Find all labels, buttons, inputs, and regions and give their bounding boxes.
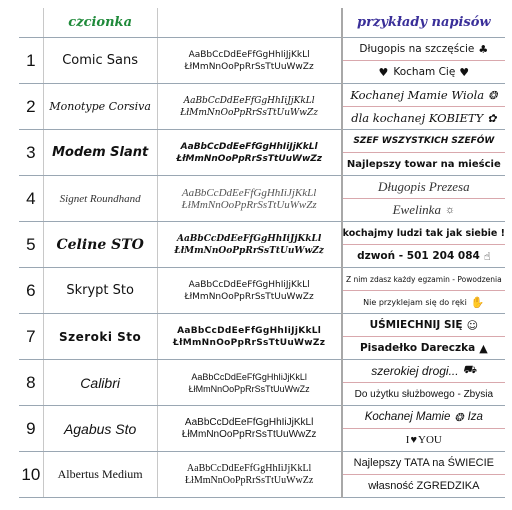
example-line-1 [343, 38, 505, 61]
font-sample [157, 314, 342, 360]
font-sample [157, 360, 342, 406]
font-sample-line-1: AaBbCcDdEeFfGgHhIiJjKkLl [176, 233, 322, 244]
example-line-1 [343, 222, 505, 245]
example-cell [342, 130, 505, 176]
font-sample-line-2: ŁłMmNnOoPpRrSsTtUuWwZz [174, 245, 324, 256]
example-text: I [405, 434, 410, 446]
hearts-icon: ♥ [459, 65, 470, 79]
example-text: Ewelinka [392, 202, 441, 217]
example-text: SZEF WSZYSTKICH SZEFÓW [353, 136, 495, 146]
row-number: 9 [19, 406, 43, 452]
font-sample-line-1: AaBbCcDdEeFfGgHhIiJjKkLl [180, 141, 318, 152]
example-text: Długopis Prezesa [378, 179, 470, 194]
example-line-1 [343, 406, 505, 429]
table-row [19, 222, 505, 268]
example-text: własność ZGREDZIKA [368, 480, 480, 492]
font-sample [157, 452, 342, 498]
font-sample-line-2: ŁłMmNnOoPpRrSsTtUuWwZz [184, 291, 314, 302]
row-number: 7 [19, 314, 43, 360]
example-line-2 [343, 475, 505, 497]
row-number: 8 [19, 360, 43, 406]
font-sample [157, 268, 342, 314]
example-line-1 [343, 314, 505, 337]
header-font-column: czcionka [43, 8, 157, 38]
example-text: UŚMIECHNIJ SIĘ [369, 319, 463, 331]
example-text: Kochanej Mamie Wiola [350, 88, 485, 102]
hand-icon: ✋ [470, 295, 485, 309]
pointing-hand-icon: ☝ [483, 249, 491, 263]
font-table [19, 8, 505, 498]
font-sample [157, 222, 342, 268]
example-cell [342, 268, 505, 314]
font-name: Modem Slant [43, 130, 157, 176]
font-sample-line-2: ŁłMmNnOoPpRrSsTtUuWwZz [188, 383, 310, 394]
example-text: dla kochanej KOBIETY [351, 111, 484, 125]
row-number: 1 [19, 38, 43, 84]
font-name: Agabus Sto [43, 406, 157, 452]
heart-icon: ♥ [410, 434, 417, 446]
example-line-2 [343, 199, 505, 221]
font-sample-line-1: AaBbCcDdEeFfGgHhIiJjKkLl [188, 279, 310, 290]
stamp-icon: ▲ [479, 341, 488, 355]
table-row [19, 176, 505, 222]
sun-icon: ☼ [444, 204, 456, 216]
example-line-2 [343, 107, 505, 129]
font-sample-line-1: AaBbCcDdEeFfGgHhIiJjKkLl [183, 95, 315, 106]
example-line-1 [343, 452, 505, 475]
font-sample-line-2: ŁłMmNnOoPpRrSsTtUuWwZz [176, 153, 323, 164]
font-sample [157, 84, 342, 130]
example-cell [342, 406, 505, 452]
example-text: Do użytku służbowego - Zbysia [354, 388, 494, 400]
example-text: kochajmy ludzi tak jak siebie ! [342, 227, 505, 239]
example-text: dzwoń - 501 204 084 [357, 250, 480, 262]
font-sample-line-2: ŁłMmNnOoPpRrSsTtUuWwZz [184, 474, 314, 486]
example-text-name: Iza [467, 411, 483, 423]
row-number: 5 [19, 222, 43, 268]
font-sample [157, 406, 342, 452]
font-name: Celine STO [43, 222, 157, 268]
example-cell [342, 176, 505, 222]
row-number: 3 [19, 130, 43, 176]
font-sample-line-2: ŁłMmNnOoPpRrSsTtUuWwZz [181, 428, 317, 440]
font-sample-line-2: ŁłMmNnOoPpRrSsTtUuWwZz [184, 61, 314, 72]
example-text: Kocham Cię [393, 66, 456, 78]
example-cell [342, 360, 505, 406]
example-cell [342, 222, 505, 268]
font-name: Signet Roundhand [43, 176, 157, 222]
example-text: Z nim zdasz każdy egzamin - Powodzenia [345, 274, 502, 284]
font-sample-line-1: AaBbCcDdEeFfGgHhIiJjKkLl [184, 416, 314, 428]
table-row [19, 360, 505, 406]
table-row [19, 130, 505, 176]
font-sample-line-1: AaBbCcDdEeFfGgHhIiJjKkLl [191, 371, 307, 382]
font-name: Skrypt Sto [43, 268, 157, 314]
font-name: Monotype Corsiva [43, 84, 157, 130]
font-sample [157, 38, 342, 84]
font-name: Albertus Medium [43, 452, 157, 498]
example-line-1 [343, 268, 505, 291]
example-line-2 [343, 383, 505, 405]
font-name: Calibri [43, 360, 157, 406]
example-text: Pisadełko Dareczka [359, 342, 476, 354]
font-sample-line-1: AaBbCcDdEeFfGgHhIiJjKkLl [188, 49, 310, 60]
balloon-icon: ❂ [488, 88, 498, 102]
example-line-2 [343, 153, 505, 175]
font-sample-line-2: ŁłMmNnOoPpRrSsTtUuWwZz [173, 337, 326, 348]
font-name: Comic Sans [43, 38, 157, 84]
font-name: Szeroki Sto [43, 314, 157, 360]
hearts-icon: ♥ [378, 65, 389, 79]
motorbike-icon: ⛟ [462, 364, 477, 376]
header-num-cell [19, 8, 43, 38]
example-line-2 [343, 337, 505, 359]
example-text: Kochanej Mamie [364, 411, 451, 423]
flower-icon: ✿ [487, 111, 497, 125]
example-line-2 [343, 61, 505, 83]
table-row [19, 268, 505, 314]
example-text: Nie przyklejam się do ręki [363, 297, 467, 307]
example-text: Najlepszy towar na mieście [346, 158, 501, 170]
font-sample [157, 130, 342, 176]
table-header [19, 8, 505, 38]
table-row [19, 84, 505, 130]
row-number: 2 [19, 84, 43, 130]
example-cell [342, 452, 505, 498]
example-line-2 [343, 429, 505, 451]
example-cell [342, 84, 505, 130]
example-text: szerokiej drogi... [371, 364, 459, 378]
header-examples-column: przykłady napisów [342, 8, 505, 38]
example-cell [342, 314, 505, 360]
font-sample-line-1: AaBbCcDdEeFfGgHhIiJjKkLl [186, 462, 312, 474]
font-sample-line-1: AaBbCcDdEeFfGgHhIiJjKkLl [177, 325, 322, 336]
example-line-2 [343, 291, 505, 313]
font-sample [157, 176, 342, 222]
font-sample-line-2: ŁłMmNnOoPpRrSsTtUuWwZz [180, 107, 319, 118]
example-line-1 [343, 130, 505, 153]
table-row [19, 406, 505, 452]
example-line-1 [343, 176, 505, 199]
example-cell [342, 38, 505, 84]
table-row [19, 452, 505, 498]
example-line-1 [343, 84, 505, 107]
table-row [19, 38, 505, 84]
row-number: 4 [19, 176, 43, 222]
font-sample-line-2: ŁłMmNnOoPpRrSsTtUuWwZz [181, 198, 317, 211]
clover-icon: ♣ [478, 42, 489, 56]
table-row [19, 314, 505, 360]
smiley-icon: ☺ [466, 318, 479, 332]
example-line-2 [343, 245, 505, 267]
font-sample-line-1: AaBbCcDdEeFfGgHhIiJjKkLl [181, 186, 317, 199]
example-text: Długopis na szczęście [359, 43, 475, 55]
example-line-1 [343, 360, 505, 383]
header-sample-cell [157, 8, 342, 38]
row-number: 10 [19, 452, 43, 498]
example-text: Najlepszy TATA na ŚWIECIE [353, 457, 495, 469]
snail-icon: ❂ [454, 411, 464, 424]
example-text: YOU [418, 434, 442, 446]
row-number: 6 [19, 268, 43, 314]
